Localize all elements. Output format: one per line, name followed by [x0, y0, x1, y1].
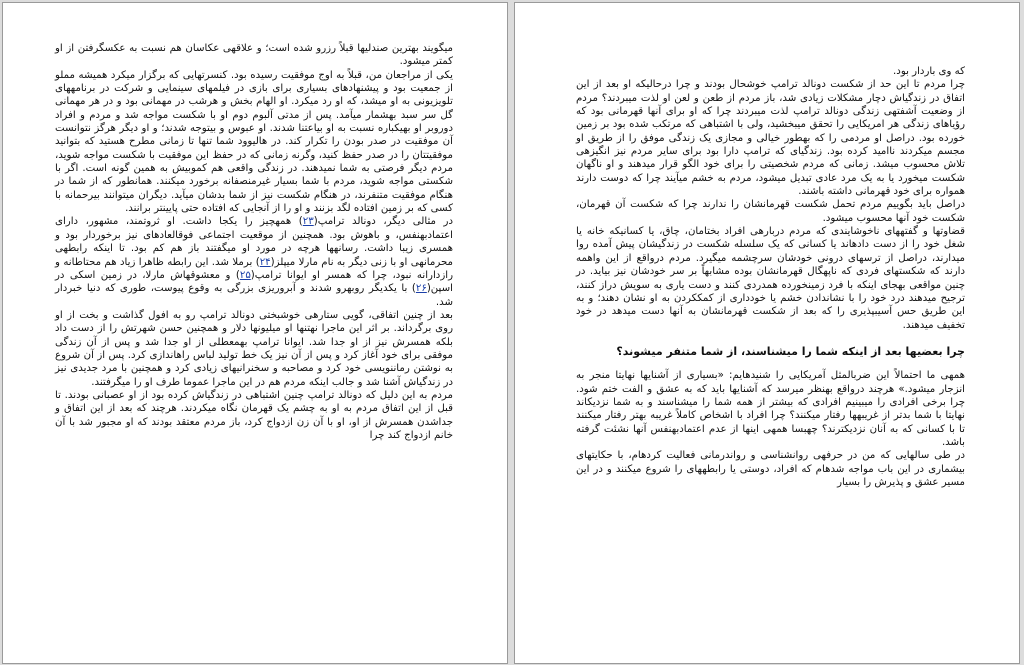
left-page — [2, 2, 508, 664]
left-page-text-column — [55, 42, 453, 442]
paragraph-text: در مثالی دیگر، دونالد ترامپ( — [313, 216, 453, 228]
paragraph-text: که وی باردار بود. — [893, 66, 965, 77]
paragraph-text: ) و معشوقهاش مارلا، در زمین اسکی در اسپن( — [55, 269, 453, 295]
paragraph — [576, 449, 965, 489]
paragraph — [576, 225, 965, 332]
paragraph — [576, 65, 965, 78]
paragraph-text: یکی از مراجعان من، قبلاً به اوج موفقیت رسیده بود. کنسرتهایی که برگزار میکرد همیشه مملو از جمعیت بود و پیشنهادهای بسیاری برای بازی در فیلمهای سینمایی و شرکت در برنامههای تلویزیونی به او میشد، که او رد میکرد. او الهام بخش و هرشب در مهمانی بود و در هر مهمانی گل سر سبد بهشمار میآمد. پس از مدتی آلبوم دوم او با شکست مواجه شد و مردم و افراد دوروبر او بهیکباره نسبت به او بیاعتنا شدند. او عبوس و بیتوجه شدند؛ و او دیگر هرگز نتوانست آن موفقیت در صدر بودن را تکرار کند. در هالیوود شما تنها تا زمانی مطرح هستید که بتوانید موفقیتتان را در صدر حفظ کنید، وگرنه زمانی که در حفظ این موفقیت با شکست مواجه شوید، مردم دیگر فرصتی به شما نمیدهند. در زندگی واقعی هم کموبیش به همین گونه است. اگر با شکستی مواجه شوید، مردم با شما بسیار غیرمنصفانه برخورد میکنند. همانطور که از شما در هنگام موفقیت متنفرند، در هنگام شکست نیز از شما بدشان میآید. دیگران میتوانند بیرحمانه با کسی که بر زمین افتاده لگد بزنند و او را از آنجایی که افتاده حتی پایینتر برانند. — [55, 69, 453, 215]
paragraph-text: بعد از چنین اتفاقی، گویی ستارهی خوشبختی دونالد ترامپ رو به افول گذاشت و بخت از او روی برگرداند. بر اثر این ماجرا نهتنها او میلیونها دلار و همچنین حسن شهرتش را از دست داد بلکه همسرش نیز از او جدا شد. ایوانا ترامپ بهمعطلی از او جدا شد و پس از آن زندگی موفقی برای خود آغاز کرد و پس از آن نیز یک خط تولید لباس راهاندازی کرد. پس از آن شروع به نوشتن رماننویسی خود کرد و مصاحبه و سخنرانیهای زیادی کرد و همچنین با مرد جدیدی نیز در زندگیاش آشنا شد و جالب اینکه مردم هم در این ماجرا عموما طرف او را میگرفتند. — [55, 309, 453, 388]
paragraph — [55, 389, 453, 442]
paragraph — [55, 42, 453, 69]
paragraph-text: همهی ما احتمالاً این ضربالمثل آمریکایی را شنیدهایم: «بسیاری از آشنایها نهایتا منجر به انزجار میشود.» هرچند درواقع بهنظر میرسد که آشنایها باید که به عشق و الفت ختم شود. چرا برخی افرادی را میبینیم افرادی که بیشتر از همه شما را میشناسند و به شما نزدیکاند نهایتا با شما بدتر از غریبهها رفتار میکنند؟ چرا افراد با اشخاص کاملاً غریبه بهتر رفتار میکنند تا با کسانی که به آنان نزدیکترند؟ چهبسا همهی اینها از عدم اعتمادبهنفس آنها نشئت گرفته باشد. — [576, 370, 965, 448]
paragraph — [55, 215, 453, 308]
paragraph-text: قضاوتها و گفتههای ناخوشایندی که مردم دربارهی افراد بختامان، چاق، یا کسانیکه خانه یا شغل خود را از دست دادهاند یا کسانی که یک سلسله شکست در زندگیشان پیش آمده روا میدارند، دراصل از ترسهای درونی خودشان سرچشمه میگیرد. مردم درواقع از این واهمه دارند که شکستهای فردی که ناپهگال قهرمانشان بوده مشابهاً بر سر خودشان نیز بیاید. در چنین مواقعی بهجای اینکه با فرد زمینخورده همدردی کنند و دست یاری به سویش دراز کنند، ترجیح میدهند درد خود را با نشاندادن خشم یا خودداری از کمککردن به او نشان دهند؛ و به این طریق حس آسیبپذیری را که بعد از شکست قهرمانشان به آنها دست میدهد در خود تخفیف میدهند. — [576, 226, 965, 331]
paragraph-text: مردم به این دلیل که دونالد ترامپ چنین اشتباهی در زندگیاش کرده بود از او عصبانی بودند. تا قبل از این اتفاق مردم به او به چشم یک قهرمان نگاه میکردند. هرچند که بعد از این اتفاق و جداشدن همسرش از او، او با آن زن ازدواج کرد، باز مردم معتقد بودند که او مجبور شد با آن خانم ازدواج کند چرا — [55, 389, 453, 441]
footnote-reference-link[interactable]: ۲۳ — [302, 216, 314, 228]
paragraph-text: میگویند بهترین صندلیها قبلاً رزرو شده است؛ و علاقهی عکاسان هم نسبت به عکسگرفتن از او کمتر میشود. — [55, 43, 453, 68]
right-page — [514, 2, 1020, 664]
paragraph — [576, 369, 965, 449]
paragraph-text: ) همهچیز را یکجا داشت. او ثروتمند، مشهور، دارای اعتمادبهنفس، و باهوش بود. همچنین از موقعیت اجتماعی فوقالعادهای نیز برخوردار بود و همسری زیبا داشت. رسانهها هرچه در مورد او میگفتند باز هم کم بود. تا اینکه رابطهی محرمانهی او با زنی دیگر به نام مارلا میپلز( — [55, 216, 453, 268]
paragraph — [55, 69, 453, 216]
footnote-reference-link[interactable]: ۲۵ — [239, 269, 251, 281]
paragraph-text: ) با یکدیگر روبهرو شدند و آبروریزی بزرگی به وقوع پیوست، طوری که دنیا خبردار شد. — [55, 283, 453, 308]
paragraph-text: دراصل باید بگوییم مردم تحمل شکست قهرمانشان را ندارند چرا که شکست آن قهرمان، شکست خود آنها محسوب میشود. — [576, 199, 965, 224]
paragraph — [576, 78, 965, 198]
section-heading: چرا بعضیها بعد از اینکه شما را میشناسند، از شما متنفر میشوند؟ — [616, 344, 965, 358]
paragraph-text: در طی سالهایی که من در حرفهی روانشناسی و رواندرمانی فعالیت کردهام، با حکایتهای بیشماری در این باب مواجه شدهام که افراد، دوستی یا رابطههای را شروع میکنند و در این مسیر عشق و پذیرش را بسیار — [576, 450, 965, 488]
footnote-reference-link[interactable]: ۲۶ — [415, 283, 427, 295]
right-page-text-column — [576, 65, 965, 489]
paragraph — [55, 309, 453, 389]
paragraph-text: ) برملا شد. این رابطه ظاهرا زیاد هم محتاطانه و رازدارانه نبود، چرا که همسر او ایوانا ترامپ( — [55, 256, 454, 281]
footnote-reference-link[interactable]: ۲۴ — [259, 256, 271, 268]
right-page-paragraphs-after-heading — [576, 369, 965, 489]
right-page-paragraphs-before-heading — [576, 65, 965, 332]
paragraph — [576, 198, 965, 225]
paragraph-text: چرا مردم تا این حد از شکست دونالد ترامپ خوشحال بودند و چرا درحالیکه او بعد از این اتفاق در زندگیاش دچار مشکلات زیادی شد، باز مردم از طعن و لعن او لذت میبردند؟ مردم از وضعیت آشفتهی زندگی دونالد ترامپ لذت میبردند چرا که او برای آنها قهرمانی بود که رؤیاهای زندگی هر امریکایی را تحقق میبخشید، ولی با اشتباهی که مرتکب شده بود بر زمین خورده بود. دراصل او مردمی را که بهطور خیالی و مجازی یک زندگی موفق را از طریق او مجسم میکردند ناامید کرده بود. زندگیای که ترامپ دارا بود برای سایر مردم نیز انگیزهی تلاش محسوب میشد. زمانی که مردم شخصیتی را برای خود الگو قرار میدهند و او ناگهان شکست میخورد یا به یک مرد عادی تبدیل میشود، مردم به خشم میآیند چرا که دوست دارند همواره برای خود قهرمانی داشته باشند. — [576, 79, 965, 198]
